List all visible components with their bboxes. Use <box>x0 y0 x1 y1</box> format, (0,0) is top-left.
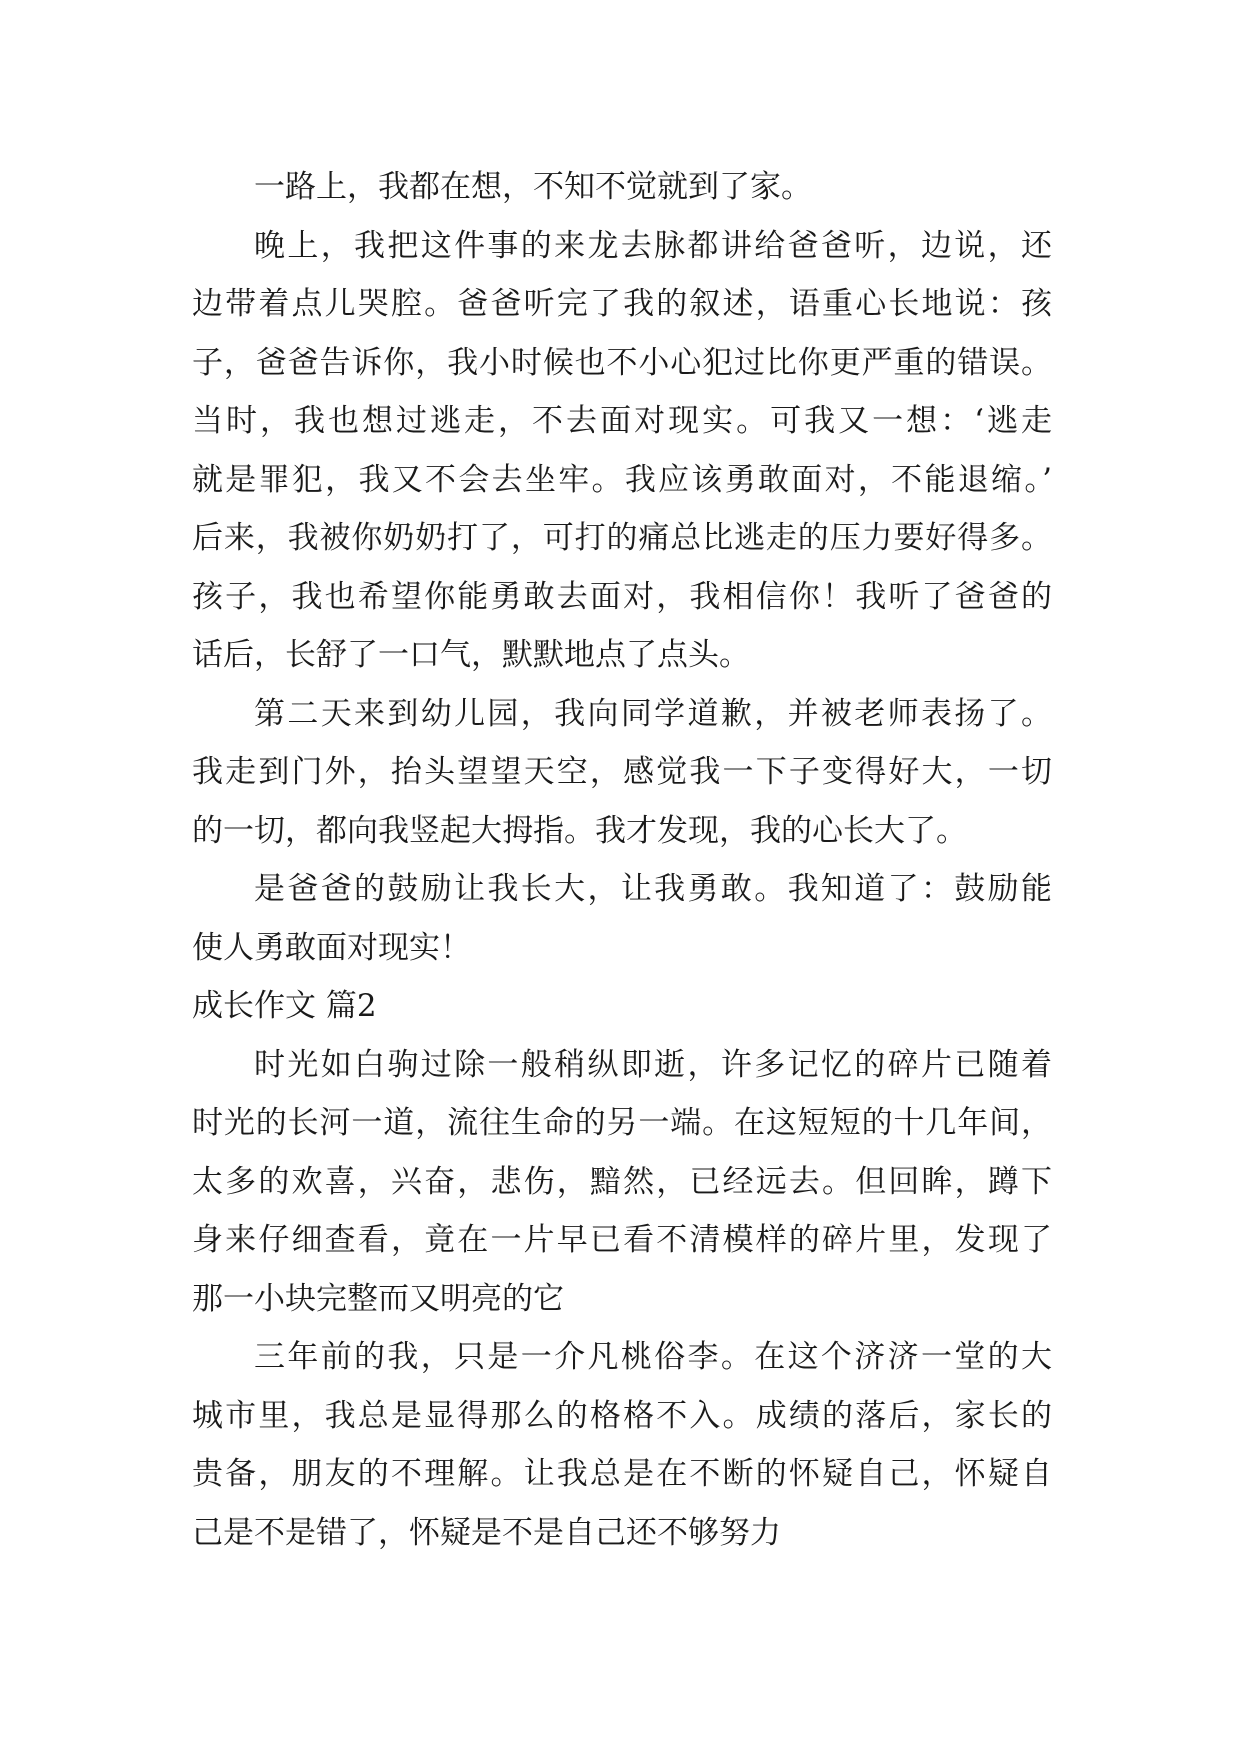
text-line: 那一小块完整而又明亮的它 <box>192 1280 564 1317</box>
paragraph <box>192 1328 1052 1562</box>
document-body <box>192 158 1052 1562</box>
text-line: 太多的欢喜，兴奋，悲伤，黯然，已经远去。但回眸，蹲下 <box>192 1163 1052 1200</box>
text-line: 边带着点儿哭腔。爸爸听完了我的叙述，语重心长地说：孩 <box>192 286 1052 322</box>
text-line: 贵备，朋友的不理解。让我总是在不断的怀疑自己，怀疑自 <box>192 1456 1052 1492</box>
text-line: 当时，我也想过逃走，不去面对现实。可我又一想：‘逃走 <box>192 403 1052 439</box>
text-line: 三年前的我，只是一介凡桃俗李。在这个济济一堂的大 <box>254 1339 1052 1375</box>
text-line: 的一切，都向我竖起大拇指。我才发现，我的心长大了。 <box>192 812 967 849</box>
text-line: 使人勇敢面对现实！ <box>192 929 471 966</box>
text-line: 就是罪犯，我又不会去坐牢。我应该勇敢面对，不能退缩。’ <box>192 461 1052 498</box>
text-line: 是爸爸的鼓励让我长大，让我勇敢。我知道了：鼓励能 <box>254 871 1052 907</box>
section-heading: 成长作文 篇2 <box>192 988 377 1024</box>
text-line: 后来，我被你奶奶打了，可打的痛总比逃走的压力要好得多。 <box>192 520 1052 556</box>
text-line: 城市里，我总是显得那么的格格不入。成绩的落后，家长的 <box>192 1397 1052 1434</box>
paragraph <box>192 685 1052 861</box>
text-line: 话后，长舒了一口气，默默地点了点头。 <box>192 637 750 673</box>
paragraph <box>192 158 1052 217</box>
text-line: 己是不是错了，怀疑是不是自己还不够努力 <box>192 1514 781 1551</box>
text-line: 时光如白驹过除一般稍纵即逝，许多记忆的碎片已随着 <box>254 1046 1052 1083</box>
paragraph <box>192 217 1052 685</box>
paragraph <box>192 1036 1052 1329</box>
text-line: 子，爸爸告诉你，我小时候也不小心犯过比你更严重的错误。 <box>192 344 1052 381</box>
text-line: 第二天来到幼儿园，我向同学道歉，并被老师表扬了。 <box>254 695 1052 732</box>
text-line: 身来仔细查看，竟在一片早已看不清模样的碎片里，发现了 <box>192 1222 1052 1258</box>
text-line: 孩子，我也希望你能勇敢去面对，我相信你！我听了爸爸的 <box>192 578 1052 615</box>
text-line: 一路上，我都在想，不知不觉就到了家。 <box>254 169 812 205</box>
text-line: 时光的长河一道，流往生命的另一端。在这短短的十几年间， <box>192 1105 1052 1141</box>
text-line: 我走到门外，抬头望望天空，感觉我一下子变得好大，一切 <box>192 754 1052 790</box>
paragraph <box>192 860 1052 977</box>
text-line: 晚上，我把这件事的来龙去脉都讲给爸爸听，边说，还 <box>254 227 1052 264</box>
